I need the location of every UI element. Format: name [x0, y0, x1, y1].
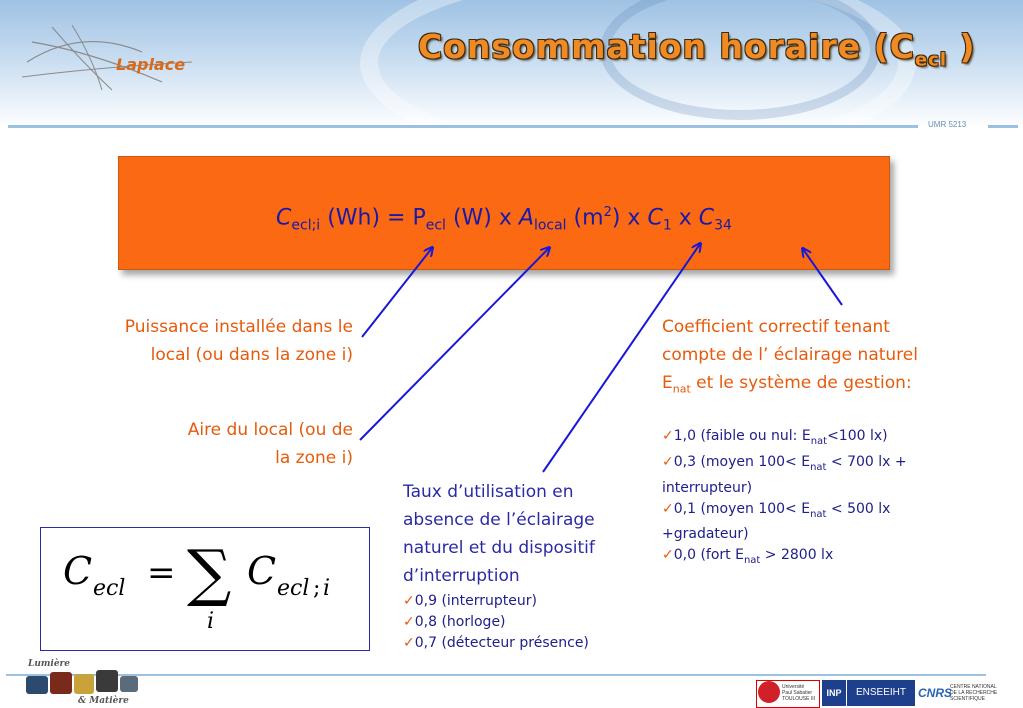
label-puissance-line: Puissance installée dans le	[124, 317, 353, 337]
check-icon: ✓	[403, 614, 415, 630]
sum-rhs-semi: ;	[313, 576, 321, 601]
umr-label: UMR 5213	[928, 120, 967, 129]
list-item: ✓0,1 (moyen $100< E_{nat} < 500$ lx	[662, 500, 891, 520]
label-taux-line: absence de l’éclairage	[403, 510, 595, 530]
label-taux-line: Taux d’utilisation en	[403, 482, 574, 502]
list-item: ✓0,7 (détecteur présence)	[403, 635, 589, 651]
check-icon: ✓	[662, 547, 674, 564]
label-coef-line: $E_{nat}$ et le système de gestion:	[662, 373, 912, 396]
sum-rhs-c: C	[247, 549, 277, 593]
sum-rhs-sub: ecl	[277, 576, 310, 601]
sum-equals: =	[147, 553, 176, 593]
label-taux-line: d’interruption	[403, 566, 520, 586]
ups-logo-text: Université Paul Sabatier TOULOUSE III	[782, 684, 815, 702]
list-item-continuation: +gradateur)	[662, 526, 749, 543]
matiere-text: & Matière	[78, 696, 129, 706]
label-aire-line: Aire du local (ou de	[187, 420, 353, 440]
arrow-puissance	[362, 248, 432, 337]
lumiere-text: Lumière	[28, 659, 71, 669]
list-item: ✓0,9 (interrupteur)	[403, 593, 537, 609]
inp-logo: INP	[822, 680, 846, 706]
check-icon: ✓	[403, 635, 415, 651]
arrow-coef	[803, 249, 842, 305]
coef-bullet-list	[662, 426, 992, 571]
ups-seal-icon	[758, 681, 780, 703]
sum-rhs-i: i	[323, 576, 331, 601]
enseeiht-logo: ENSEEIHT	[847, 680, 915, 706]
list-item: ✓0,0 (fort $E_{nat} > 2800$ lx	[662, 547, 834, 567]
footer-divider	[6, 674, 986, 676]
laplace-logo-text: Laplace	[116, 55, 186, 74]
label-puissance-line: local (ou dans la zone i)	[150, 345, 353, 365]
label-taux-line: naturel et du dispositif	[403, 538, 595, 558]
sum-lhs-sub: ecl	[93, 576, 126, 601]
label-puissance	[40, 313, 353, 369]
sigma-icon: ∑	[187, 536, 232, 609]
list-item: ✓1,0 (faible ou nul: $E_{nat}<100$ lx)	[662, 428, 888, 447]
list-item: ✓0,3 (moyen $100< E_{nat} < 700$ lx +	[662, 453, 907, 473]
check-icon: ✓	[662, 453, 674, 470]
list-item: ✓0,8 (horloge)	[403, 614, 506, 630]
arrow-aire	[360, 248, 549, 440]
label-aire	[40, 416, 353, 472]
cnrs-logo: CNRS	[918, 686, 953, 700]
check-icon: ✓	[662, 500, 674, 517]
check-icon: ✓	[403, 593, 415, 609]
label-coef-line: Coefficient correctif tenant	[662, 317, 890, 337]
cnrs-logo-text: CENTRE NATIONAL DE LA RECHERCHE SCIENTIFIQUE	[950, 684, 998, 702]
label-coef-line: compte de l’ éclairage naturel	[662, 345, 918, 365]
taux-bullet-list	[403, 591, 663, 654]
sum-formula-box	[40, 527, 370, 651]
main-formula: $C_{ecl;i}$ $(Wh) = P_{ecl}$ (W) x $A_{local}$ $(m^2)$ x $C_1$ x $C_{34}$	[276, 205, 732, 234]
sum-formula	[41, 528, 369, 650]
label-aire-line: la zone i)	[275, 448, 353, 468]
check-icon: ✓	[662, 428, 674, 444]
sum-index: i	[207, 609, 215, 634]
list-item-continuation: interrupteur)	[662, 479, 753, 496]
page-title: Consommation horaire ($C_{ecl}$ )	[418, 27, 976, 71]
sum-lhs-c: C	[63, 549, 93, 593]
label-taux	[403, 478, 595, 590]
label-coefficient	[662, 313, 918, 403]
